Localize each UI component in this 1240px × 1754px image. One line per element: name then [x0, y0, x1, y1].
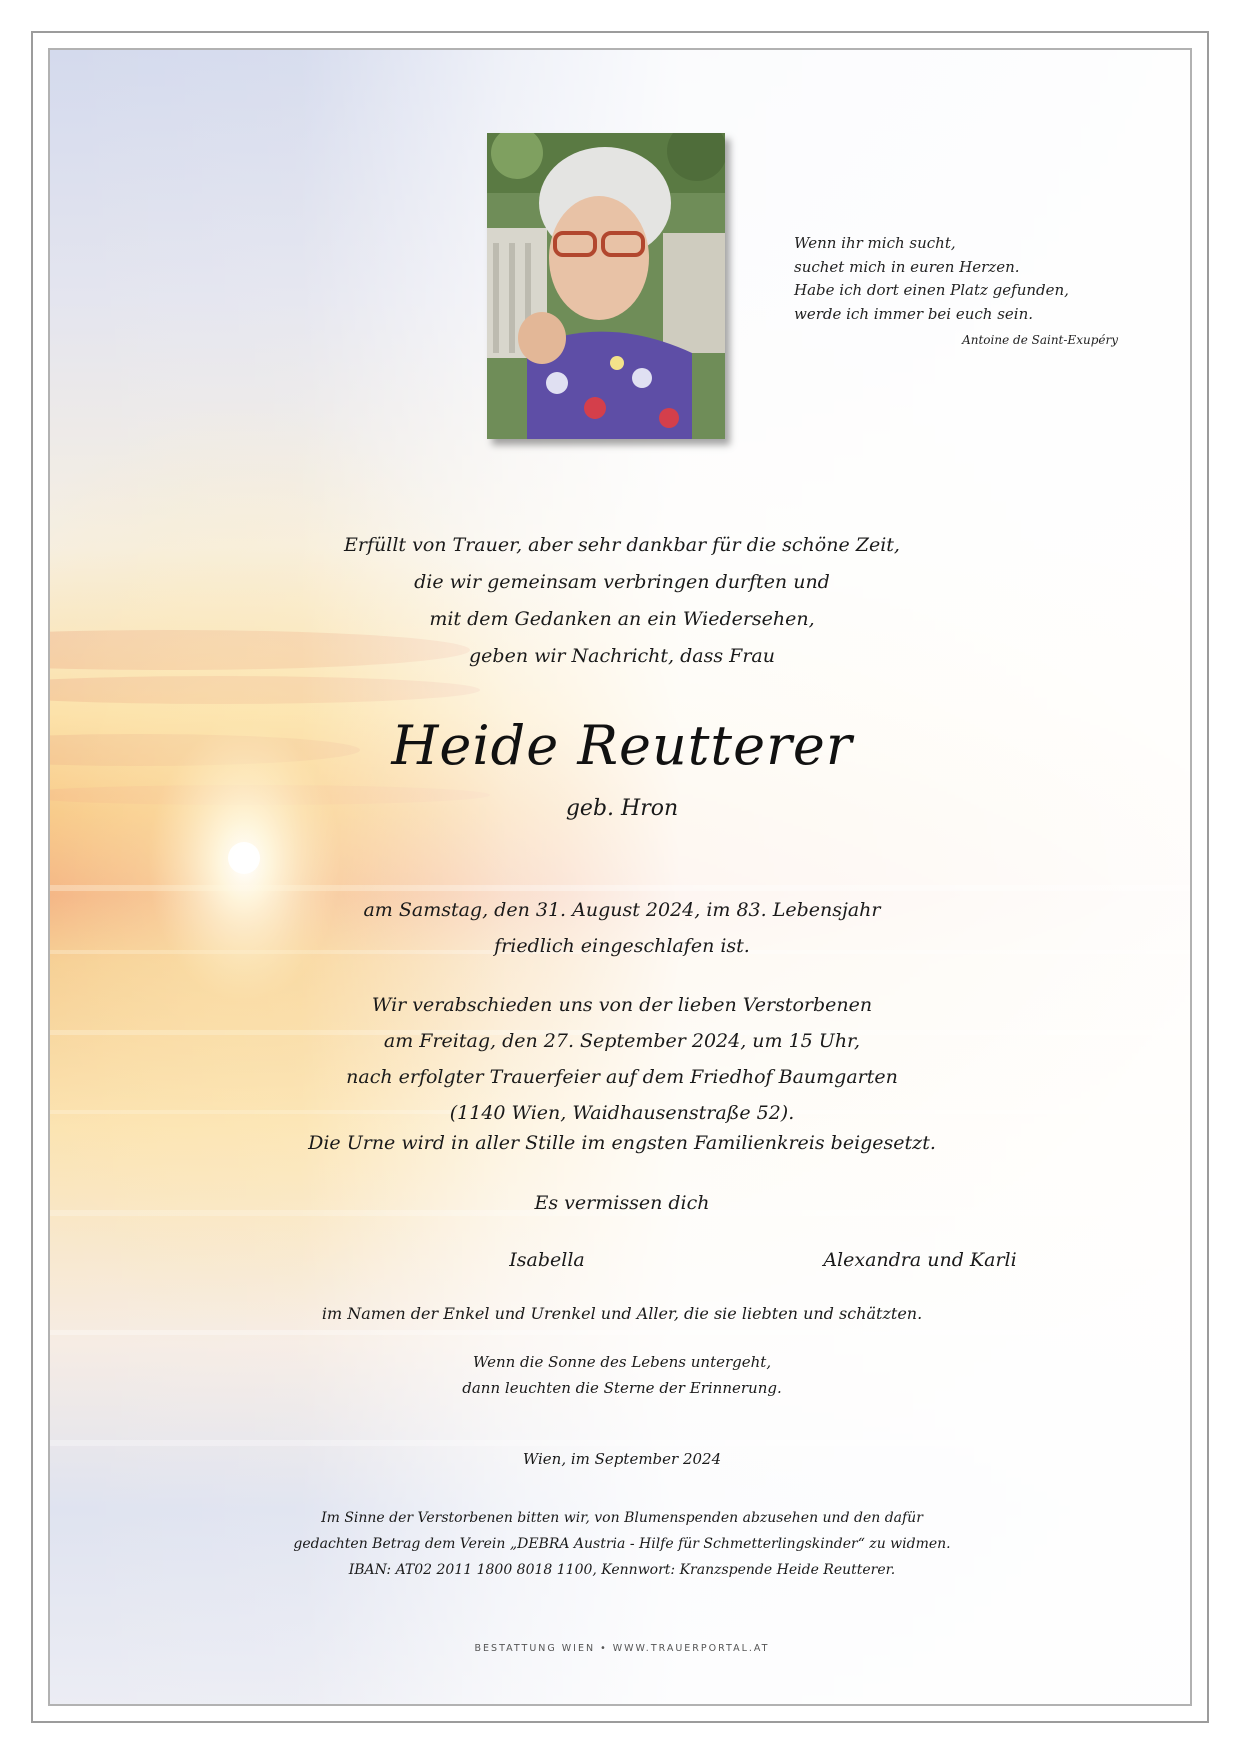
death-date-line: am Samstag, den 31. August 2024, im 83. Lebensjahr	[363, 899, 881, 921]
maiden-name: geb. Hron	[565, 796, 679, 821]
mourning-heading: Es vermissen dich	[534, 1192, 710, 1214]
saying-line: dann leuchten die Sterne der Erinnerung.	[462, 1379, 782, 1397]
epigraph	[794, 232, 1069, 326]
donation-line: Im Sinne der Verstorbenen bitten wir, von Blumenspenden abzusehen und den dafür	[321, 1510, 923, 1526]
footer-credit: BESTATTUNG WIEN • WWW.TRAUERPORTAL.AT	[474, 1643, 770, 1654]
donation-line: IBAN: AT02 2011 1800 8018 1100, Kennwort: Kranzspende Heide Reutterer.	[348, 1562, 896, 1578]
urn-text: Die Urne wird in aller Stille im engsten Familienkreis beigesetzt.	[308, 1132, 936, 1154]
funeral-line: Wir verabschieden uns von der lieben Verstorbenen	[371, 994, 873, 1016]
intro-line: mit dem Gedanken an ein Wiedersehen,	[429, 608, 815, 630]
epigraph-line: suchet mich in euren Herzen.	[794, 257, 1020, 276]
notice-card	[48, 48, 1192, 1706]
donation-request	[50, 1505, 1192, 1583]
place-date: Wien, im September 2024	[522, 1450, 722, 1468]
epigraph-line: werde ich immer bei euch sein.	[794, 304, 1034, 323]
death-date-line: friedlich eingeschlafen ist.	[494, 935, 750, 957]
funeral-line: nach erfolgter Trauerfeier auf dem Friedhof Baumgarten	[346, 1066, 898, 1088]
saying-line: Wenn die Sonne des Lebens untergeht,	[472, 1353, 772, 1371]
intro-line: geben wir Nachricht, dass Frau	[469, 645, 775, 667]
mourner-name: Isabella	[509, 1249, 585, 1271]
epigraph-author: Antoine de Saint-Exupéry	[962, 333, 1118, 347]
intro-line: Erfüllt von Trauer, aber sehr dankbar für die schöne Zeit,	[344, 534, 900, 556]
deceased-name: Heide Reutterer	[391, 714, 853, 777]
intro-line: die wir gemeinsam verbringen durften und	[414, 571, 830, 593]
intro-text	[50, 527, 1192, 675]
donation-line: gedachten Betrag dem Verein „DEBRA Austria - Hilfe für Schmetterlingskinder“ zu widmen.	[293, 1536, 951, 1552]
funeral-line: am Freitag, den 27. September 2024, um 15 Uhr,	[383, 1030, 861, 1052]
epigraph-line: Wenn ihr mich sucht,	[794, 234, 956, 252]
death-date-text	[50, 892, 1192, 964]
mourner-name: Alexandra und Karli	[823, 1249, 1017, 1271]
funeral-line: (1140 Wien, Waidhausenstraße 52).	[449, 1102, 795, 1124]
family-line: im Namen der Enkel und Urenkel und Aller, die sie liebten und schätzten.	[321, 1304, 923, 1323]
epigraph-line: Habe ich dort einen Platz gefunden,	[794, 281, 1069, 299]
funeral-text	[50, 987, 1192, 1131]
memorial-saying	[50, 1349, 1192, 1401]
portrait-photo	[487, 133, 725, 439]
